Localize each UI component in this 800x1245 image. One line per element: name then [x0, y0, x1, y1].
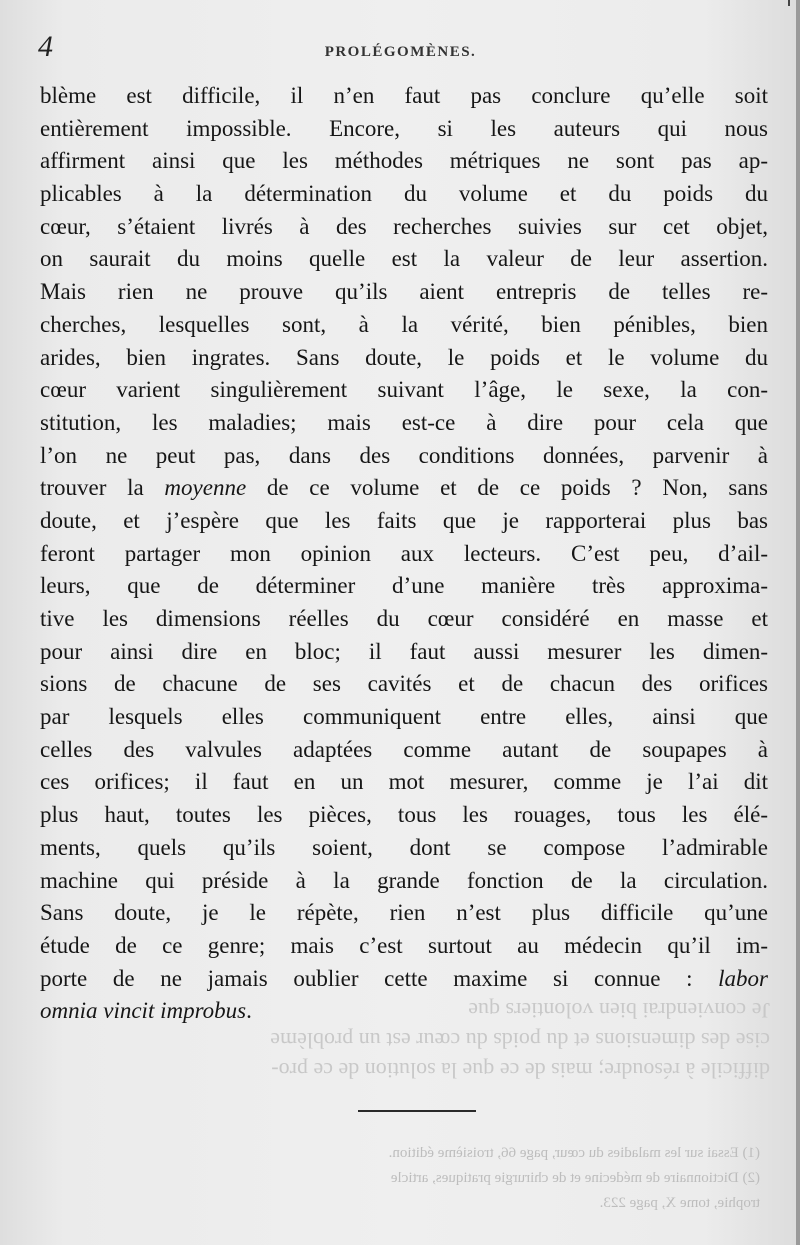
text-line: stitution, les maladies; mais est-ce à dire pour cela que: [40, 409, 768, 435]
text-line: cherches, lesquelles sont, à la vérité, bien pénibles, bien: [40, 311, 768, 337]
text-line: pour ainsi dire en bloc; il faut aussi mesurer les dimen-: [40, 638, 768, 664]
page-header: [38, 30, 763, 70]
text-run: de ce volume et de ce poids ? Non, sans: [246, 475, 768, 501]
text-line: cœur varient singulièrement suivant l’âge, le sexe, la con-: [40, 377, 768, 403]
text-line: on saurait du moins quelle est la valeur de leur assertion.: [40, 246, 768, 272]
page-number: 4: [38, 30, 53, 63]
text-line: Sans doute, je le répète, rien n’est plus difficile qu’une: [40, 900, 768, 926]
text-line: celles des valvules adaptées comme autant de soupapes à: [40, 736, 768, 762]
text-line: doute, et j’espère que les faits que je rapporterai plus bas: [40, 507, 768, 533]
show-through-line: Je conviendrai bien volontiers que: [468, 998, 770, 1023]
page-edge-mark: [788, 0, 790, 6]
running-head: PROLÉGOMÈNES.: [324, 44, 477, 60]
body-text: [40, 80, 768, 1028]
text-line-with-italic: [40, 963, 768, 996]
footnote-rule: [358, 1110, 476, 1112]
show-through-footnote: (2) Dictionnaire de médecine et de chirurgie pratiques, article: [390, 1170, 760, 1186]
page-edge: [796, 0, 800, 1245]
text-line: leurs, que de déterminer d’une manière très approxima-: [40, 573, 768, 599]
show-through-line: difficile à résoudre; mais de ce que la solution de ce pro-: [271, 1058, 770, 1083]
text-run: trouver la: [40, 475, 165, 501]
text-line: Mais rien ne prouve qu’ils aient entrepris de telles re-: [40, 279, 768, 305]
text-line: sions de chacune de ses cavités et de chacun des orifices: [40, 671, 768, 697]
text-line: étude de ce genre; mais c’est surtout au médecin qu’il im-: [40, 932, 768, 958]
text-line: plicables à la détermination du volume et du poids du: [40, 181, 768, 207]
text-line: plus haut, toutes les pièces, tous les rouages, tous les élé-: [40, 802, 768, 828]
italic-word: labor: [718, 965, 768, 991]
text-line-with-italic: [40, 472, 768, 505]
text-line: cœur, s’étaient livrés à des recherches suivies sur cet objet,: [40, 213, 768, 239]
text-line: ments, quels qu’ils soient, dont se compose l’admirable: [40, 834, 768, 860]
text-line: ces orifices; il faut en un mot mesurer, comme je l’ai dit: [40, 769, 768, 795]
italic-phrase: omnia vincit improbus: [40, 998, 247, 1024]
show-through-footnote: trophie, tome X, page 223.: [599, 1195, 760, 1211]
text-line: blème est difficile, il n’en faut pas conclure qu’elle soit: [40, 83, 768, 108]
text-line: affirment ainsi que les méthodes métriques ne sont pas ap-: [40, 148, 768, 174]
text-run: .: [246, 998, 252, 1024]
text-line: par lesquels elles communiquent entre elles, ainsi que: [40, 704, 768, 730]
show-through-line: cise des dimensions et du poids du cœur est un problème: [270, 1028, 770, 1053]
show-through-footnote: (1) Essai sur les maladies du cœur, page 66, troisième édition.: [388, 1145, 760, 1161]
text-line: feront partager mon opinion aux lecteurs. C’est peu, d’ail-: [40, 540, 768, 566]
text-line-final: [40, 995, 768, 1028]
text-line: arides, bien ingrates. Sans doute, le poids et le volume du: [40, 344, 768, 370]
text-run: porte de ne jamais oublier cette maxime si connue :: [40, 965, 719, 991]
text-line: machine qui préside à la grande fonction de la circulation.: [40, 867, 768, 893]
text-line: l’on ne peut pas, dans des conditions données, parvenir à: [40, 442, 768, 468]
italic-word: moyenne: [164, 475, 247, 501]
text-line: entièrement impossible. Encore, si les auteurs qui nous: [40, 115, 768, 141]
text-line: tive les dimensions réelles du cœur considéré en masse et: [40, 606, 768, 631]
